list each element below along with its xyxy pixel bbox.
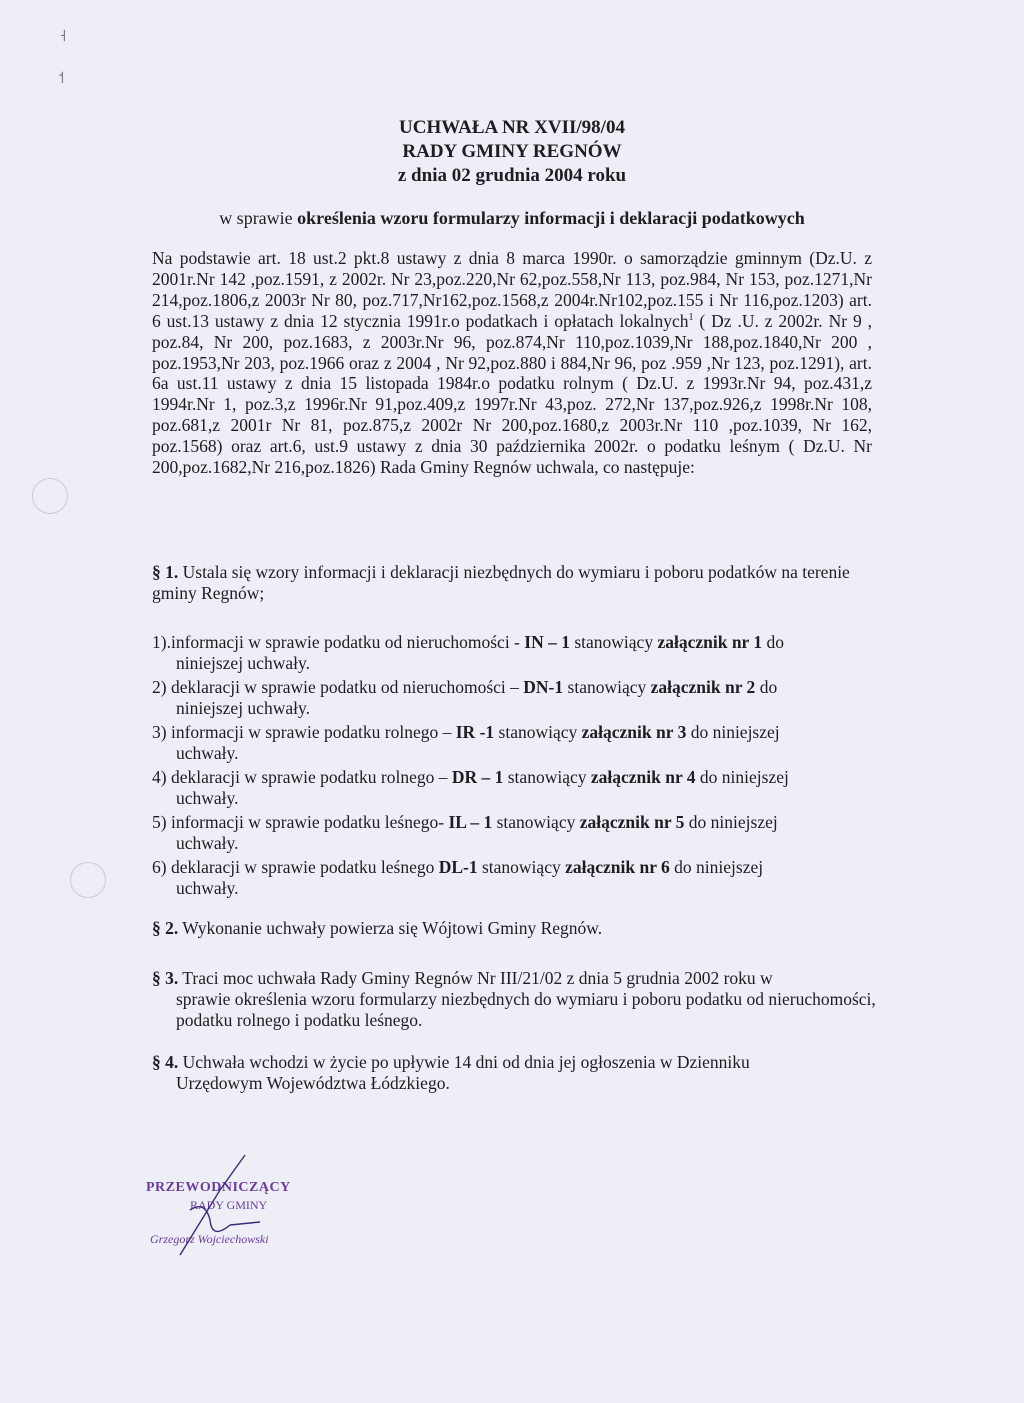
form-code: IN – 1 [524, 632, 570, 652]
item-text: do [762, 632, 785, 652]
resolution-subject [0, 208, 1024, 229]
section-2-text: Wykonanie uchwały powierza się Wójtowi Gminy Regnów. [178, 918, 603, 938]
scan-mark: ˦ [58, 70, 65, 87]
item-number: 1). [152, 632, 171, 652]
stamp-title: PRZEWODNICZĄCY [146, 1180, 291, 1195]
section-3 [152, 968, 882, 1031]
item-text: informacji w sprawie podatku rolnego – [170, 722, 456, 742]
form-code: IR -1 [455, 722, 495, 742]
item-text: deklaracji w sprawie podatku rolnego – [170, 767, 452, 787]
item-number: 5) [152, 812, 171, 832]
section-1-mark: § 1. [152, 562, 179, 582]
attachment-ref: załącznik nr 5 [579, 812, 685, 832]
item-text: do niniejszej [695, 767, 789, 787]
form-code: DR – 1 [451, 767, 504, 787]
item-text: informacji w sprawie podatku leśnego- [170, 812, 449, 832]
item-number: 6) [152, 857, 171, 877]
section-3-line1: Traci moc uchwała Rady Gminy Regnów Nr III/21/02 z dnia 5 grudnia 2002 roku w [178, 968, 773, 988]
list-item [152, 632, 872, 674]
attachment-ref: załącznik nr 3 [581, 722, 687, 742]
form-code: DN-1 [523, 677, 564, 697]
subject-prefix: w sprawie [219, 208, 298, 228]
scan-mark: ˧ [60, 28, 67, 45]
punch-hole [32, 478, 68, 514]
item-text: stanowiący [563, 677, 651, 697]
handwritten-signature [150, 1150, 290, 1260]
attachment-list [152, 632, 872, 902]
resolution-header [0, 116, 1024, 188]
stamp-name: Grzegorz Wojciechowski [150, 1232, 269, 1246]
subject-title: określenia wzoru formularzy informacji i deklaracji podatkowych [297, 208, 805, 228]
item-text: do [755, 677, 778, 697]
item-text: stanowiący [477, 857, 566, 877]
section-3-mark: § 3. [152, 968, 179, 988]
item-number: 3) [152, 722, 171, 742]
item-continuation: niniejszej uchwały. [176, 653, 310, 673]
item-continuation: niniejszej uchwały. [176, 698, 310, 718]
form-code: IL – 1 [448, 812, 493, 832]
item-text: stanowiący [569, 632, 658, 652]
attachment-ref: załącznik nr 1 [657, 632, 763, 652]
item-text: deklaracji w sprawie podatku leśnego [170, 857, 439, 877]
attachment-ref: załącznik nr 6 [565, 857, 670, 877]
item-text: deklaracji w sprawie podatku od nieruchomości – [170, 677, 524, 697]
section-1-text: Ustala się wzory informacji i deklaracji niezbędnych do wymiaru i poboru podatków na terenie gminy Regnów; [152, 562, 850, 603]
item-text: stanowiący [494, 722, 582, 742]
item-text: do niniejszej [669, 857, 764, 877]
list-item [152, 767, 872, 809]
section-4-line1: Uchwała wchodzi w życie po upływie 14 dni od dnia jej ogłoszenia w Dzienniku [178, 1052, 750, 1072]
section-4 [152, 1052, 882, 1094]
item-text: do niniejszej [684, 812, 778, 832]
attachment-ref: załącznik nr 2 [650, 677, 756, 697]
item-number: 4) [152, 767, 171, 787]
stamp-council: RADY GMINY [190, 1198, 268, 1212]
section-2-mark: § 2. [152, 918, 179, 938]
legal-basis [152, 248, 872, 478]
list-item [152, 812, 872, 854]
section-4-rest: Urzędowym Województwa Łódzkiego. [176, 1073, 450, 1093]
item-text: stanowiący [492, 812, 580, 832]
item-continuation: uchwały. [176, 878, 239, 898]
list-item [152, 722, 872, 764]
item-text: do niniejszej [686, 722, 780, 742]
item-text: stanowiący [503, 767, 591, 787]
council-name: RADY GMINY REGNÓW [402, 141, 622, 162]
legal-basis-part2: ( Dz .U. z 2002r. Nr 9 , poz.84, Nr 200, poz.1683, z 2003r.Nr 96, poz.874,Nr 110,poz.1039,Nr 188,poz.1840,Nr 200 , poz.1953,Nr 203, poz.1966 oraz z 2004 , Nr 92,poz.880 i 884,Nr 96, poz .959 ,Nr 123, poz.1291), art. 6a ust.11 ustawy z dnia 15 listopada 1984r.o podatku rolnym ( Dz.U. z 1993r.Nr 94, poz.431,z 1994r.Nr 1, poz.3,z 1996r.Nr 91,poz.409,z 1997r.Nr 43,poz. 272,Nr 137,poz.926,z 1998r.Nr 108, poz.681,z 2001r Nr 81, poz.875,z 2002r Nr 200,poz.1680,z 2003r.Nr 110 ,poz.1039, Nr 162, poz.1568) oraz art.6, ust.9 ustawy z dnia 30 października 2002r. o podatku leśnym ( Dz.U. Nr 200,poz.1682,Nr 216,poz.1826) Rada Gminy Regnów uchwala, co następuje: [152, 310, 873, 478]
item-continuation: uchwały. [176, 743, 239, 763]
footnote-marker: 1 [688, 311, 694, 323]
item-number: 2) [152, 677, 171, 697]
list-item [152, 677, 872, 719]
section-2 [152, 918, 882, 939]
list-item [152, 857, 872, 899]
attachment-ref: załącznik nr 4 [590, 767, 696, 787]
item-continuation: uchwały. [176, 833, 239, 853]
item-continuation: uchwały. [176, 788, 239, 808]
section-1 [152, 562, 882, 604]
section-4-mark: § 4. [152, 1052, 179, 1072]
punch-hole [70, 862, 106, 898]
resolution-date: z dnia 02 grudnia 2004 roku [397, 165, 627, 186]
section-3-rest: sprawie określenia wzoru formularzy niezbędnych do wymiaru i poboru podatku od nieruchomości, podatku rolnego i podatku leśnego. [176, 989, 876, 1030]
item-text: informacji w sprawie podatku od nieruchomości - [170, 632, 525, 652]
form-code: DL-1 [438, 857, 478, 877]
legal-basis-part1: Na podstawie art. 18 ust.2 pkt.8 ustawy z dnia 8 marca 1990r. o samorządzie gminnym (Dz.U. z 2001r.Nr 142 ,poz.1591, z 2002r. Nr 23,poz.220,Nr 62,poz.558,Nr 113, poz.984, Nr 153, poz.1271,Nr 214,poz.1806,z 2003r Nr 80, poz.717,Nr162,poz.1568,z 2004r.Nr102,poz.155 i Nr 116,poz.1203) art. 6 ust.13 ustawy z dnia 12 stycznia 1991r.o podatkach i opłatach lokalnych [152, 248, 872, 331]
resolution-number: UCHWAŁA NR XVII/98/04 [399, 117, 625, 138]
